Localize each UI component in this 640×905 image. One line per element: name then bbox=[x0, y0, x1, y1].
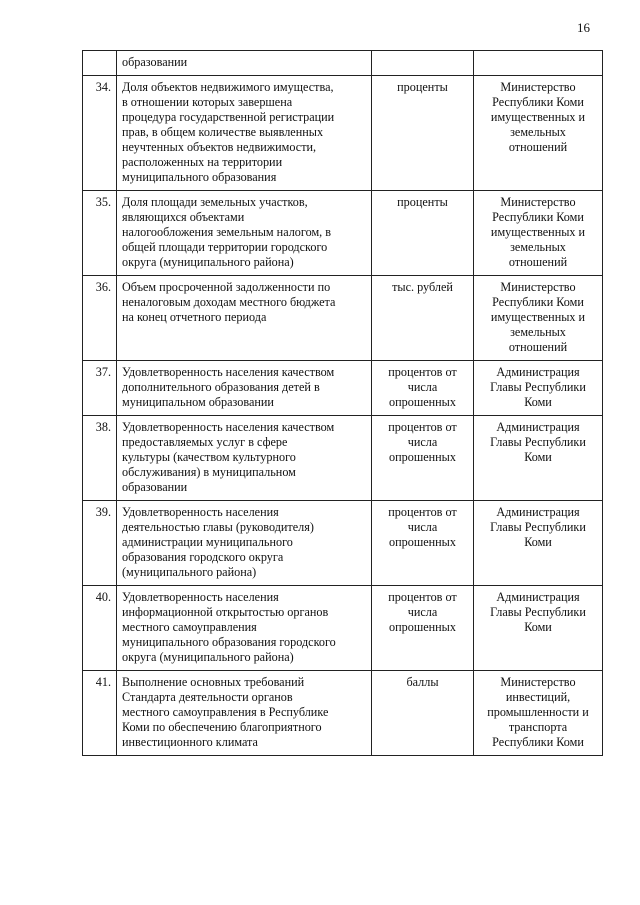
unit-of-measure: процентов от числа опрошенных bbox=[372, 416, 474, 501]
indicators-table bbox=[82, 50, 603, 756]
unit-of-measure: проценты bbox=[372, 191, 474, 276]
indicator-name: Объем просроченной задолженности по неналоговым доходам местного бюджета на конец отчетного периода bbox=[117, 276, 372, 361]
indicator-name: Доля объектов недвижимого имущества, в отношении которых завершена процедура государственной регистрации прав, в общем количестве выявленных неучтенных объектов недвижимости, расположенных на территории муниципального образования bbox=[117, 76, 372, 191]
table-row bbox=[83, 586, 603, 671]
responsible-body: Администрация Главы Республики Коми bbox=[474, 501, 603, 586]
row-number: 36. bbox=[83, 276, 117, 361]
unit-of-measure bbox=[372, 51, 474, 76]
table-row-continuation bbox=[83, 51, 603, 76]
table-row bbox=[83, 276, 603, 361]
row-number: 34. bbox=[83, 76, 117, 191]
responsible-body: Министерство Республики Коми имущественных и земельных отношений bbox=[474, 191, 603, 276]
indicator-name: Выполнение основных требований Стандарта деятельности органов местного самоуправления в Республике Коми по обеспечению благоприятного инвестиционного климата bbox=[117, 671, 372, 756]
indicator-name: Удовлетворенность населения качеством дополнительного образования детей в муниципальном образовании bbox=[117, 361, 372, 416]
unit-of-measure: процентов от числа опрошенных bbox=[372, 501, 474, 586]
indicator-name: Доля площади земельных участков, являющихся объектами налогообложения земельным налогом, в общей площади территории городского округа (муниципального района) bbox=[117, 191, 372, 276]
unit-of-measure: тыс. рублей bbox=[372, 276, 474, 361]
indicator-name: Удовлетворенность населения информационной открытостью органов местного самоуправления муниципального образования городского округа (муниципального района) bbox=[117, 586, 372, 671]
responsible-body: Администрация Главы Республики Коми bbox=[474, 586, 603, 671]
unit-of-measure: баллы bbox=[372, 671, 474, 756]
unit-of-measure: проценты bbox=[372, 76, 474, 191]
row-number: 37. bbox=[83, 361, 117, 416]
row-number: 41. bbox=[83, 671, 117, 756]
responsible-body: Администрация Главы Республики Коми bbox=[474, 416, 603, 501]
unit-of-measure: процентов от числа опрошенных bbox=[372, 361, 474, 416]
row-number: 39. bbox=[83, 501, 117, 586]
indicator-name: Удовлетворенность населения качеством предоставляемых услуг в сфере культуры (качеством культурного обслуживания) в муниципальном образовании bbox=[117, 416, 372, 501]
indicator-name: Удовлетворенность населения деятельностью главы (руководителя) администрации муниципального образования городского округа (муниципального района) bbox=[117, 501, 372, 586]
table-row bbox=[83, 76, 603, 191]
indicator-name: образовании bbox=[117, 51, 372, 76]
responsible-body bbox=[474, 51, 603, 76]
row-number: 35. bbox=[83, 191, 117, 276]
table-row bbox=[83, 671, 603, 756]
table-row bbox=[83, 416, 603, 501]
row-number: 38. bbox=[83, 416, 117, 501]
table-body bbox=[83, 51, 603, 756]
row-number bbox=[83, 51, 117, 76]
row-number: 40. bbox=[83, 586, 117, 671]
responsible-body: Администрация Главы Республики Коми bbox=[474, 361, 603, 416]
responsible-body: Министерство Республики Коми имущественных и земельных отношений bbox=[474, 76, 603, 191]
responsible-body: Министерство инвестиций, промышленности и транспорта Республики Коми bbox=[474, 671, 603, 756]
unit-of-measure: процентов от числа опрошенных bbox=[372, 586, 474, 671]
page-number: 16 bbox=[577, 20, 590, 35]
table-row bbox=[83, 501, 603, 586]
table-row bbox=[83, 191, 603, 276]
table-row bbox=[83, 361, 603, 416]
responsible-body: Министерство Республики Коми имущественных и земельных отношений bbox=[474, 276, 603, 361]
